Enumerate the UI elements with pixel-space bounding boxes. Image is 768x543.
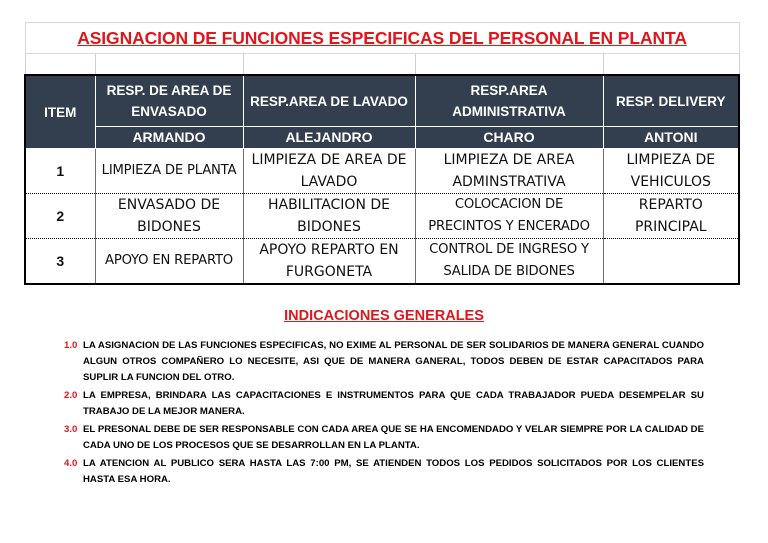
header-line: RESP. DE AREA DE [106,83,232,98]
table-cell [243,194,415,239]
empty-cell [603,54,739,76]
table-cell [603,149,739,194]
empty-cell [415,54,603,76]
item-number-label: 1.0 [64,340,78,351]
item-text: LA EMPRESA, BRINDARA LAS CAPACITACIONES E INSTRUMENTOS PARA QUE CADA TRABAJADOR PUEDA DESEMPELAR SU TRABAJO DE LA MEJOR MANERA. [83,390,704,417]
list-item [64,388,704,420]
item-column-header: ITEM [25,75,95,149]
cell-line: SALIDA DE BIDONES [443,264,575,279]
indicaciones-title: INDICACIONES GENERALES [284,308,484,324]
person-name: ANTONI [603,127,739,149]
cell-line: CONTROL DE INGRESO Y [429,242,589,257]
table-cell [603,194,739,239]
table-row [25,149,739,194]
header-line: ADMINISTRATIVA [452,104,566,119]
item-text: LA ASIGNACION DE LAS FUNCIONES ESPECIFICAS, NO EXIME AL PERSONAL DE SER SOLIDARIOS DE MANERA GENERAL CUANDO ALGUN OTROS COMPAÑERO LO NECESITE, ASI QUE DE MANERA GANERAL, TODOS DEBEN DE ESTAR CAPACITADOS PARA SUPLIR LA FUNCION DEL OTRO. [83,340,704,383]
table-row [25,239,739,285]
table-row [25,194,739,239]
cell-line: LAVADO [300,174,358,190]
cell-line: HABILITACION DE [267,197,391,213]
cell-line: FURGONETA [285,264,373,280]
table-cell [95,149,243,194]
column-header-envasado [95,75,243,127]
person-name: CHARO [415,127,603,149]
cell-line: APOYO REPARTO EN [259,242,399,258]
empty-cell [25,54,95,76]
header-line: RESP. DELIVERY [616,93,726,109]
cell-line: VEHICULOS [630,174,711,190]
person-name: ARMANDO [95,127,243,149]
column-header-delivery [603,75,739,127]
cell-line: ADMINSTRATIVA [452,174,566,190]
indicaciones-list [64,338,704,490]
column-header-administrativa [415,75,603,127]
item-number-label: 4.0 [64,458,78,469]
table-cell [243,149,415,194]
cell-line: BIDONES [297,219,361,235]
table-cell [243,239,415,285]
item-number: 2 [25,194,95,239]
person-name: ALEJANDRO [243,127,415,149]
table-cell [95,239,243,285]
page-title: ASIGNACION DE FUNCIONES ESPECIFICAS DEL PERSONAL EN PLANTA [25,23,739,54]
cell-line: BIDONES [137,219,201,235]
cell-line: LIMPIEZA DE PLANTA [101,163,237,178]
header-line: RESP.AREA DE LAVADO [250,93,408,109]
empty-cell [95,54,243,76]
list-item [64,456,704,488]
item-number: 3 [25,239,95,285]
header-line: RESP.AREA [470,83,548,98]
header-line: ENVASADO [131,104,207,119]
cell-line: COLOCACION DE [454,197,564,212]
cell-line: REPARTO [638,197,703,213]
item-text: LA ATENCION AL PUBLICO SERA HASTA LAS 7:00 PM, SE ATIENDEN TODOS LOS PEDIDOS SOLICITADOS POR LOS CLIENTES HASTA ESA HORA. [83,458,704,485]
list-item [64,338,704,386]
cell-line: ENVASADO DE [117,197,221,213]
table-cell [95,194,243,239]
cell-line: APOYO EN REPARTO [105,253,233,268]
cell-line: PRECINTOS Y ENCERADO [428,219,590,234]
cell-line: LIMPIEZA DE [626,152,716,168]
table-cell [415,239,603,285]
item-number: 1 [25,149,95,194]
cell-line: LIMPIEZA DE AREA DE [251,152,407,168]
table-cell [415,149,603,194]
column-header-lavado [243,75,415,127]
cell-line: LIMPIEZA DE AREA [443,152,575,168]
item-number-label: 3.0 [64,424,78,435]
table-cell [603,239,739,285]
table-cell [415,194,603,239]
list-item [64,422,704,454]
cell-line: PRINCIPAL [634,219,707,235]
item-number-label: 2.0 [64,390,78,401]
empty-cell [243,54,415,76]
spreadsheet [24,22,738,285]
assignment-table [24,22,740,285]
item-text: EL PRESONAL DEBE DE SER RESPONSABLE CON CADA AREA QUE SE HA ENCOMENDADO Y VELAR SIEMPRE POR LA CALIDAD DE CADA UNO DE LOS PROCESOS QUE SE DESARROLLAN EN LA PLANTA. [83,424,704,451]
